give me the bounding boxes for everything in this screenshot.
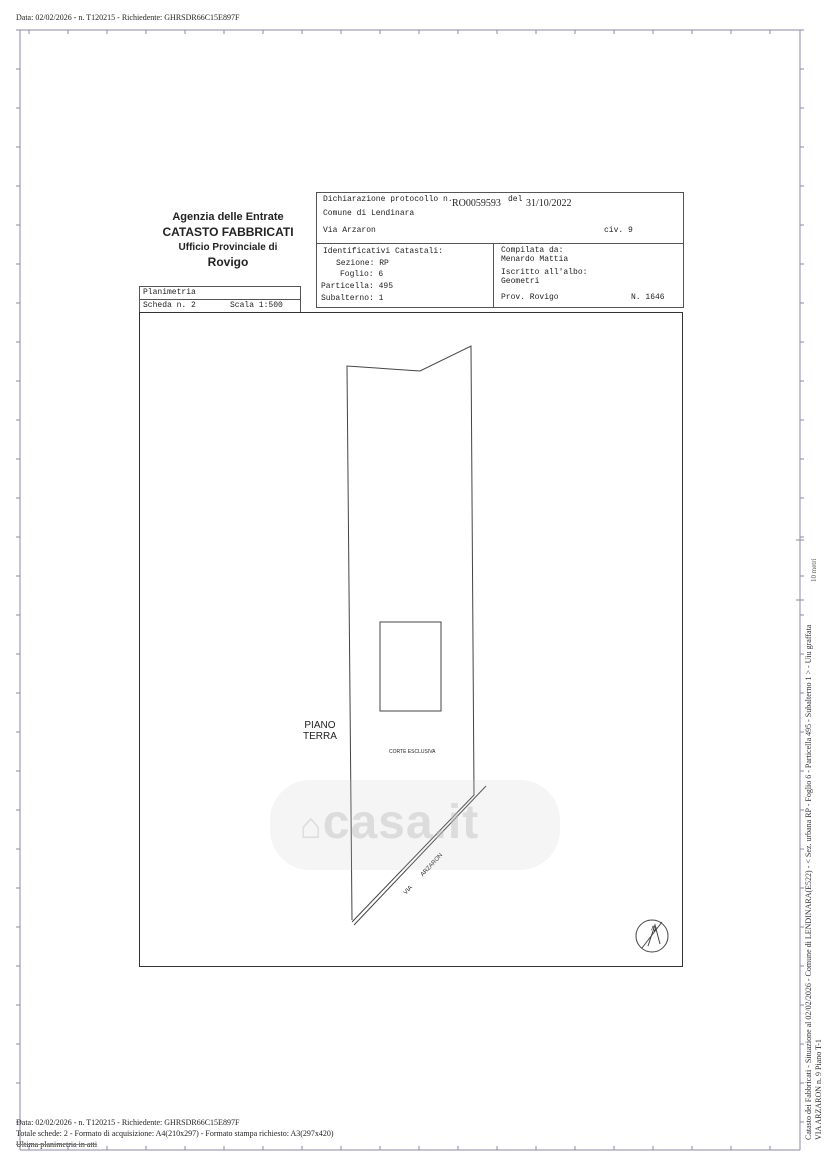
agency-name: Agenzia delle Entrate (172, 211, 284, 223)
side-info-line2: VIA ARZARON n. 9 Piano T-1 (814, 1039, 823, 1140)
comune: Comune di Lendinara (323, 209, 415, 218)
agency-catasto: CATASTO FABBRICATI (162, 225, 294, 239)
planimetria-title: Planimetria (143, 288, 196, 297)
identifier-sezione: Sezione: RP (336, 259, 389, 268)
north-label: N (649, 925, 658, 934)
watermark-home-icon: ⌂ (300, 805, 323, 846)
compiler-name: Menardo Mattia (501, 255, 569, 264)
side-info-line1: Catasto dei Fabbricati - Situazione al 02/02/2026 - Comune di LENDINARA(E522) - < Sez. urbana RP - Foglio 6 - Particella 495 - Subalterno 1 > - Uiu graffata (804, 624, 813, 1140)
identifier-particella: Particella: 495 (321, 282, 394, 291)
identifiers-title: Identificativi Catastali: (323, 247, 444, 256)
building-footprint (380, 622, 441, 711)
scheda-number: Scheda n. 2 (143, 301, 196, 310)
compiler-province: Prov. Rovigo (501, 293, 559, 302)
compiler-label: Compilata da: (501, 246, 564, 255)
protocol-number: RO0059593 (452, 198, 501, 209)
albo-label: Iscritto all'albo: (501, 268, 588, 277)
corte-label: CORTE ESCLUSIVA (389, 749, 436, 755)
agency-office: Ufficio Provinciale di (178, 242, 278, 253)
declaration-date: 31/10/2022 (526, 198, 572, 209)
identifier-foglio: Foglio: 6 (340, 270, 384, 279)
scale-ratio: Scala 1:500 (230, 301, 283, 310)
via: Via Arzaron (323, 226, 376, 235)
albo-value: Geometri (501, 277, 540, 286)
civico: civ. 9 (604, 226, 633, 235)
street-label: VIA ARZARON (403, 852, 445, 897)
identifier-subalterno: Subalterno: 1 (321, 294, 384, 303)
floor-label-line2: TERRA (303, 731, 337, 742)
floor-label (303, 720, 337, 742)
footer-request-info: Data: 02/02/2026 - n. T120215 - Richiedente: GHRSDR66C15E897F (16, 1118, 240, 1127)
agency-city: Rovigo (207, 255, 249, 269)
footer-format-info: Totale schede: 2 - Formato di acquisizione: A4(210x297) - Formato stampa richiesto: A3(297x420) (16, 1129, 334, 1138)
scale-bar-label: 10 metri (810, 558, 818, 582)
date-label: del (508, 195, 523, 204)
protocol-label: Dichiarazione protocollo n. (323, 195, 453, 204)
header-request-info: Data: 02/02/2026 - n. T120215 - Richiedente: GHRSDR66C15E897F (16, 13, 240, 22)
footer-last-plan: Ultima planimetria in atti (16, 1140, 98, 1149)
watermark-text: ⌂casa.it (300, 796, 480, 849)
floor-label-line1: PIANO (304, 720, 336, 731)
compiler-number: N. 1646 (631, 293, 665, 302)
